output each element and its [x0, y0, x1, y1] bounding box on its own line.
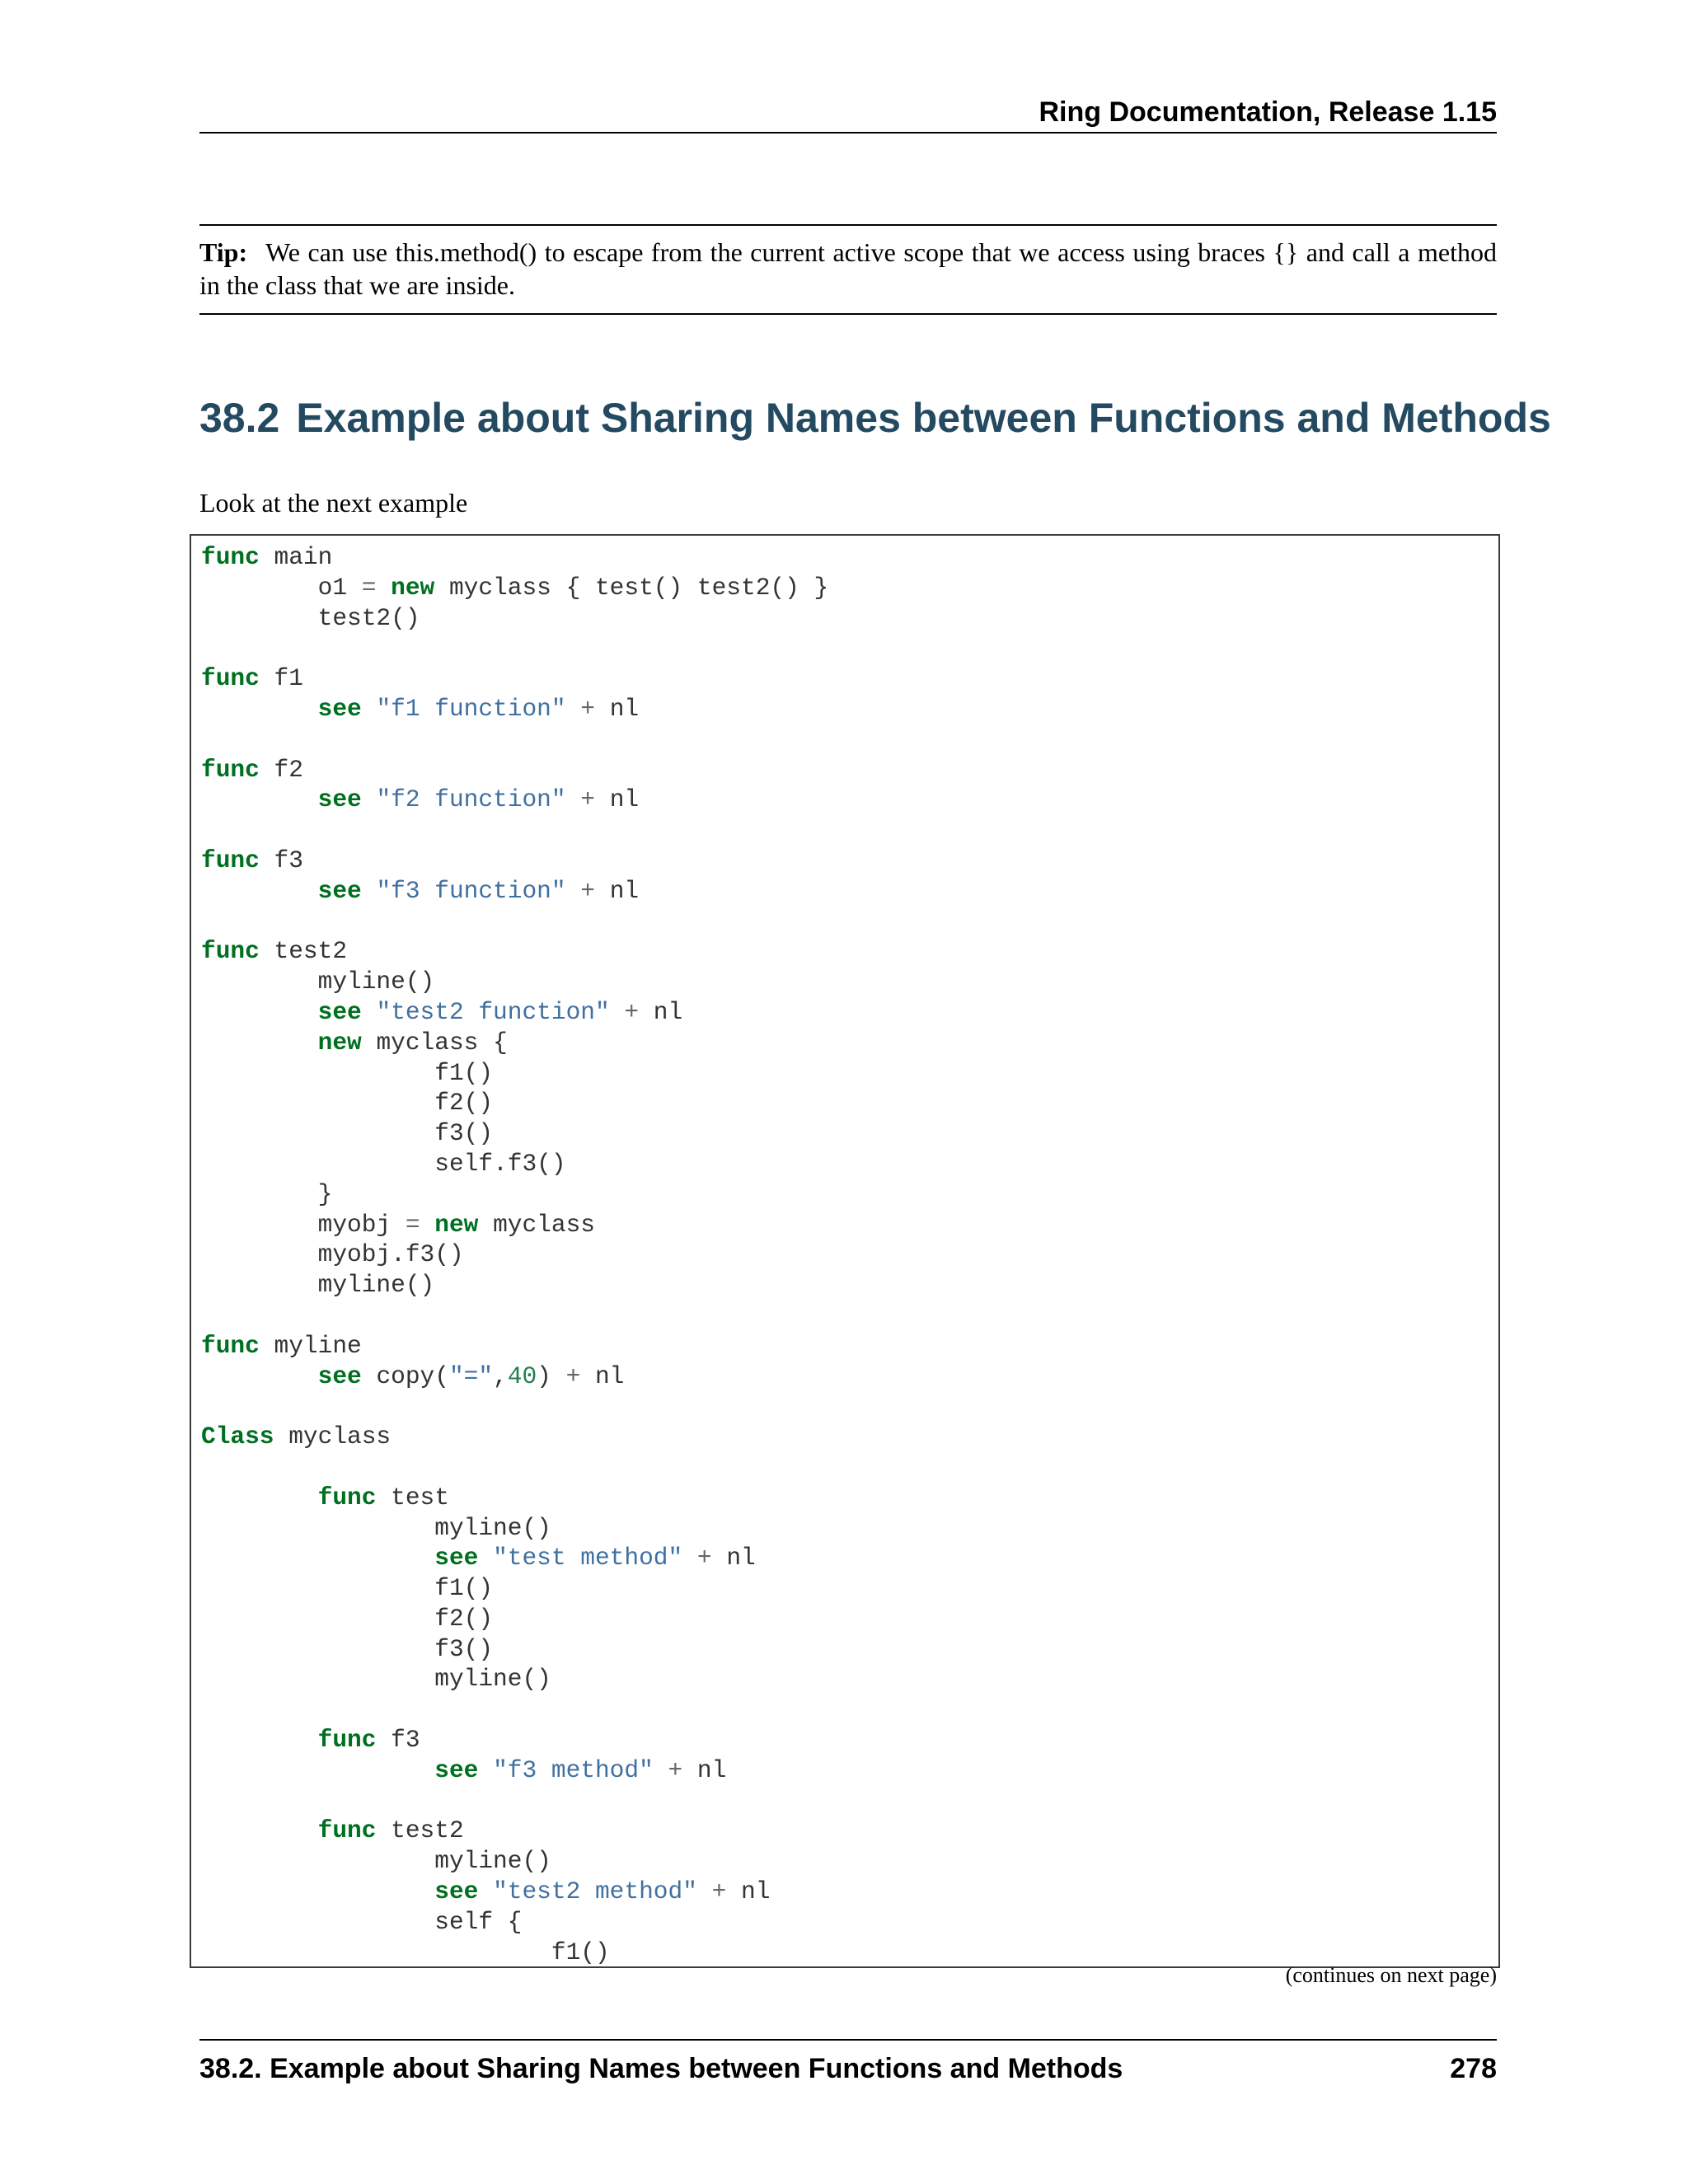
code-line: myline() [317, 968, 435, 996]
code-line: myline() [434, 1513, 551, 1542]
code-line: func test [317, 1483, 449, 1511]
section-number: 38.2 [199, 395, 280, 441]
code-line: func test2 [317, 1816, 464, 1845]
code-line: new myclass { [317, 1028, 508, 1057]
code-line: myobj = new myclass [317, 1210, 595, 1239]
code-line: func myline [201, 1331, 362, 1360]
code-line: see "test2 function" + nl [317, 997, 683, 1026]
code-line: see "f3 function" + nl [317, 876, 640, 905]
code-line: f3() [434, 1634, 494, 1663]
code-line: f2() [434, 1604, 494, 1633]
continues-note: (continues on next page) [1285, 1963, 1497, 1987]
code-line: see "f3 method" + nl [434, 1755, 727, 1784]
code-line: func f3 [201, 846, 303, 874]
code-line: myline() [434, 1665, 551, 1694]
tip-box [199, 224, 1497, 315]
code-line: o1 = new myclass { test() test2() } [317, 573, 829, 602]
code-line: Class myclass [201, 1422, 392, 1451]
code-line: f3() [434, 1119, 494, 1148]
section-title-text: Example about Sharing Names between Functions and Methods [296, 395, 1551, 441]
code-line: self { [434, 1907, 523, 1936]
code-line: see "f2 function" + nl [317, 785, 640, 814]
code-line: f1() [551, 1938, 610, 1966]
page-footer [199, 2039, 1497, 2084]
code-line: myline() [434, 1847, 551, 1876]
section-heading [199, 389, 1551, 447]
tip-text: We can use this.method() to escape from the current active scope that we access using braces {} and call a method in the class that we are inside. [199, 237, 1497, 300]
code-line: f1() [434, 1574, 494, 1603]
code-line: self.f3() [434, 1149, 566, 1178]
footer-section-title: 38.2. Example about Sharing Names between Functions and Methods [199, 2053, 1123, 2084]
code-line: f1() [434, 1058, 494, 1087]
code-line: myline() [317, 1271, 435, 1300]
page-number: 278 [1450, 2053, 1497, 2084]
code-line: } [317, 1179, 333, 1208]
code-line: see "test2 method" + nl [434, 1877, 771, 1906]
page-header [199, 92, 1497, 134]
code-line: test2() [317, 603, 420, 632]
code-line: f2() [434, 1089, 494, 1118]
document-title: Ring Documentation, Release 1.15 [1039, 96, 1497, 128]
code-line: see "f1 function" + nl [317, 694, 640, 723]
tip-label: Tip: [199, 237, 248, 267]
code-line: func f1 [201, 664, 303, 693]
intro-paragraph: Look at the next example [199, 488, 468, 518]
code-block [190, 534, 1500, 1968]
code-line: func f2 [201, 755, 303, 784]
code-line: func f3 [317, 1726, 420, 1755]
code-line: func main [201, 543, 333, 571]
code-content [191, 536, 1498, 1967]
code-line: see copy("=",40) + nl [317, 1361, 625, 1390]
code-line: see "test method" + nl [434, 1544, 756, 1572]
code-line: func test2 [201, 937, 348, 966]
code-line: myobj.f3() [317, 1240, 464, 1269]
